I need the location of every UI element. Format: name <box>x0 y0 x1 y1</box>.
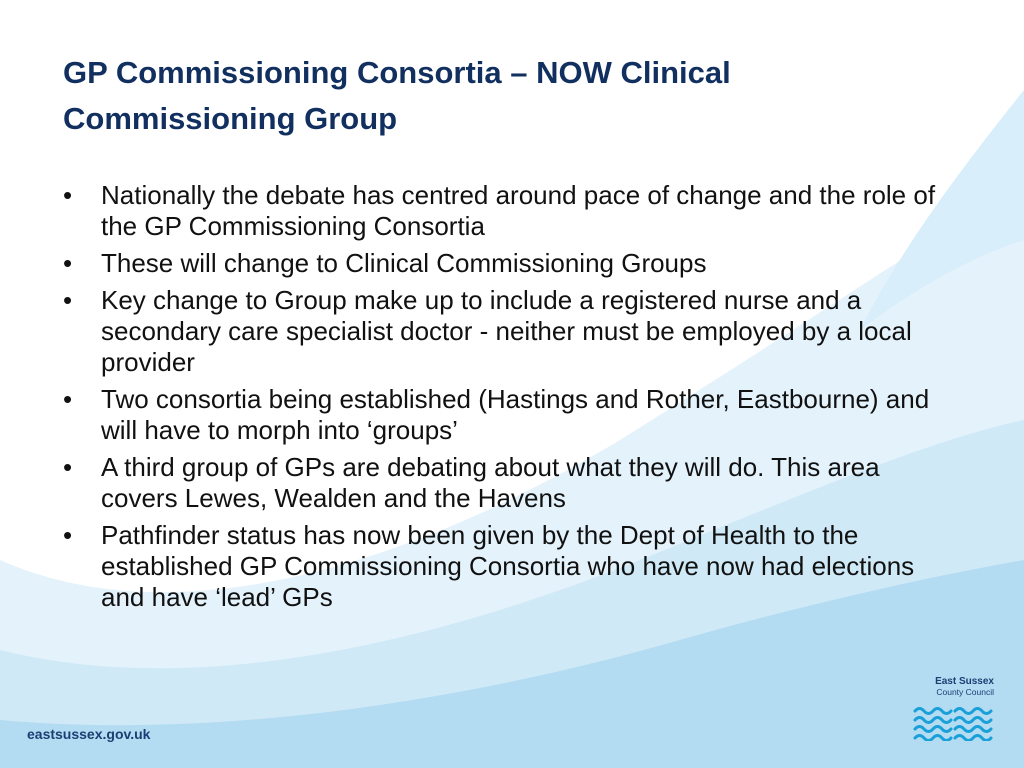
bullet-text: Nationally the debate has centred around pace of change and the role of the GP Commissioning Consortia <box>101 180 936 241</box>
bullet-marker: • <box>63 285 73 315</box>
bullet-text: Pathfinder status has now been given by the Dept of Health to the established GP Commissioning Consortia who have now had elections and have ‘lead’ GPs <box>101 520 915 612</box>
bullet-text: Key change to Group make up to include a registered nurse and a secondary care specialist doctor - neither must be employed by a local provider <box>101 285 912 377</box>
bullet-text: Two consortia being established (Hastings and Rother, Eastbourne) and will have to morph into ‘groups’ <box>101 384 930 445</box>
waves-icon <box>912 703 994 741</box>
bullet-item-3 <box>63 285 963 378</box>
bullet-text: These will change to Clinical Commissioning Groups <box>101 248 707 278</box>
bullet-marker: • <box>63 384 73 414</box>
logo-waves-right <box>955 709 991 741</box>
footer-url: eastsussex.gov.uk <box>27 726 151 742</box>
bullet-item-2 <box>63 248 963 279</box>
bullet-item-6 <box>63 520 963 613</box>
logo-subname: County Council <box>936 687 994 697</box>
council-logo <box>912 676 994 744</box>
bullet-item-5 <box>63 452 963 514</box>
bullet-marker: • <box>63 452 73 482</box>
logo-waves-left <box>915 709 951 741</box>
logo-text <box>935 676 994 697</box>
bullet-text: A third group of GPs are debating about what they will do. This area covers Lewes, Wealden and the Havens <box>101 452 880 513</box>
bullet-marker: • <box>63 180 73 210</box>
bullet-marker: • <box>63 520 73 550</box>
bullet-list <box>63 180 963 619</box>
bullet-item-1 <box>63 180 963 242</box>
bullet-marker: • <box>63 248 73 278</box>
slide-title: GP Commissioning Consortia – NOW Clinical Commissioning Group <box>63 55 731 136</box>
logo-name: East Sussex <box>935 676 994 687</box>
bullet-item-4 <box>63 384 963 446</box>
